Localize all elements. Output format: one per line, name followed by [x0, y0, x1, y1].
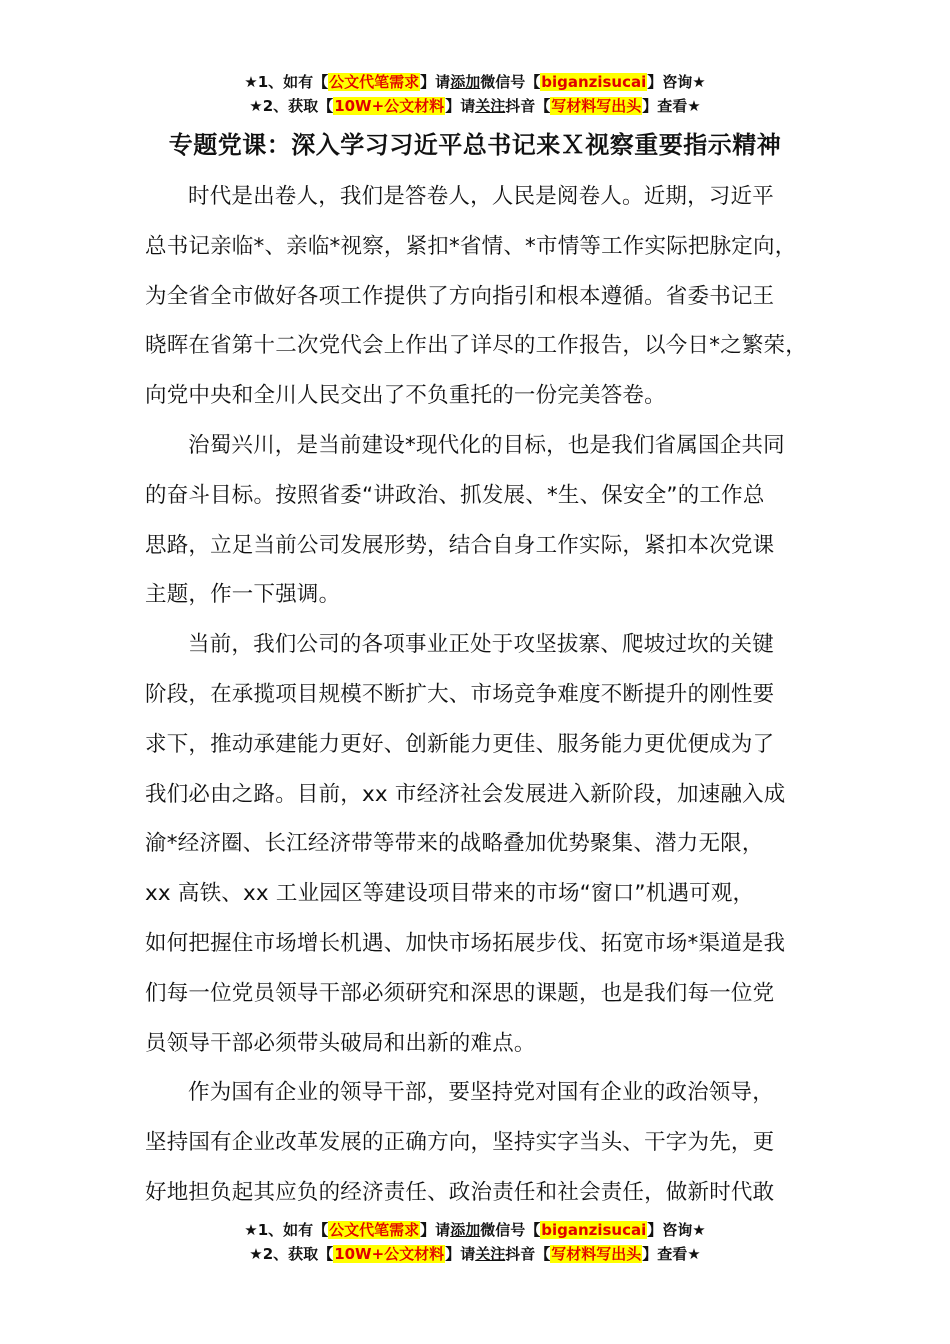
ad-text: 】请 [420, 1221, 451, 1239]
paragraph-1 [145, 172, 835, 421]
ad-text: 】查看★ [642, 1245, 701, 1263]
text-line: 阶段，在承揽项目规模不断扩大、市场竞争难度不断提升的刚性要 [145, 681, 775, 707]
paragraph-4 [145, 1068, 835, 1217]
ad-line-2 [0, 94, 950, 118]
text-line: 为全省全市做好各项工作提供了方向指引和根本遵循。省委书记王 [145, 283, 775, 309]
ad-highlight-service: 公文代笔需求 [329, 73, 420, 91]
ad-text: 】请 [445, 1245, 476, 1263]
text-line: 我们必由之路。目前，xx 市经济社会发展进入新阶段，加速融入成 [145, 781, 786, 807]
ad-highlight-douyin: 写材料写出头 [551, 97, 642, 115]
text-line: 渝*经济圈、长江经济带等带来的战略叠加优势聚集、潜力无限， [145, 831, 764, 857]
ad-text: 】请 [420, 73, 451, 91]
text-line: 治蜀兴川，是当前建设*现代化的目标，也是我们省属国企共同 [188, 432, 785, 458]
ad-text: 】咨询★ [647, 73, 706, 91]
ad-text-underlined: 添加 [450, 1221, 481, 1239]
ad-text: 微信号【 [480, 1221, 541, 1239]
ad-text: ★1、如有【 [244, 73, 329, 91]
footer-ad-banner [0, 1218, 950, 1266]
text-line: 坚持国有企业改革发展的正确方向，坚持实字当头、干字为先，更 [145, 1130, 775, 1156]
ad-text-underlined: 关注 [475, 1245, 506, 1263]
text-line: 员领导干部必须带头破局和出新的难点。 [145, 1030, 536, 1056]
ad-highlight-wechat-id: biganzisucai [541, 1221, 647, 1239]
document-body [145, 172, 835, 1218]
ad-highlight-douyin: 写材料写出头 [551, 1245, 642, 1263]
text-line: 主题，作一下强调。 [145, 582, 341, 608]
ad-text: ★2、获取【 [249, 97, 334, 115]
ad-highlight-wechat-id: biganzisucai [541, 73, 647, 91]
ad-text-underlined: 添加 [450, 73, 481, 91]
text-line: 如何把握住市场增长机遇、加快市场拓展步伐、拓宽市场*渠道是我 [145, 930, 786, 956]
text-line: 的奋斗目标。按照省委“讲政治、抓发展、*生、保安全”的工作总 [145, 482, 765, 508]
text-line: 作为国有企业的领导干部，要坚持党对国有企业的政治领导， [188, 1080, 774, 1106]
ad-text: ★2、获取【 [249, 1245, 334, 1263]
ad-highlight-service: 公文代笔需求 [329, 1221, 420, 1239]
text-line: 向党中央和全川人民交出了不负重托的一份完美答卷。 [145, 383, 666, 409]
ad-text: 抖音【 [505, 97, 551, 115]
ad-text: 】请 [445, 97, 476, 115]
text-line: 思路，立足当前公司发展形势，结合自身工作实际，紧扣本次党课 [145, 532, 775, 558]
text-line: 时代是出卷人，我们是答卷人，人民是阅卷人。近期，习近平 [188, 184, 774, 209]
ad-text: 】查看★ [642, 97, 701, 115]
ad-text: 】咨询★ [647, 1221, 706, 1239]
ad-highlight-materials: 10W+公文材料 [334, 1245, 445, 1263]
header-ad-banner [0, 70, 950, 118]
text-line: 当前，我们公司的各项事业正处于攻坚拔寨、爬坡过坎的关键 [188, 632, 774, 658]
ad-line-1 [0, 1218, 950, 1242]
ad-highlight-materials: 10W+公文材料 [334, 97, 445, 115]
text-line: 求下，推动承建能力更好、创新能力更佳、服务能力更优便成为了 [145, 731, 775, 757]
text-line: 总书记亲临*、亲临*视察，紧扣*省情、*市情等工作实际把脉定向， [145, 233, 797, 259]
document-title: 专题党课：深入学习习近平总书记来Ｘ视察重要指示精神 [168, 131, 782, 159]
text-line: 好地担负起其应负的经济责任、政治责任和社会责任，做新时代敢 [145, 1179, 775, 1205]
ad-line-2 [0, 1242, 950, 1266]
ad-text-underlined: 关注 [475, 97, 506, 115]
text-line: 晓晖在省第十二次党代会上作出了详尽的工作报告，以今日*之繁荣， [145, 333, 807, 359]
ad-text: 抖音【 [505, 1245, 551, 1263]
ad-text: 微信号【 [480, 73, 541, 91]
paragraph-3 [145, 620, 835, 1068]
paragraph-2 [145, 421, 835, 620]
ad-text: ★1、如有【 [244, 1221, 329, 1239]
ad-line-1 [0, 70, 950, 94]
text-line: xx 高铁、xx 工业园区等建设项目带来的市场“窗口”机遇可观， [145, 881, 755, 907]
text-line: 们每一位党员领导干部必须研究和深思的课题，也是我们每一位党 [145, 980, 775, 1006]
